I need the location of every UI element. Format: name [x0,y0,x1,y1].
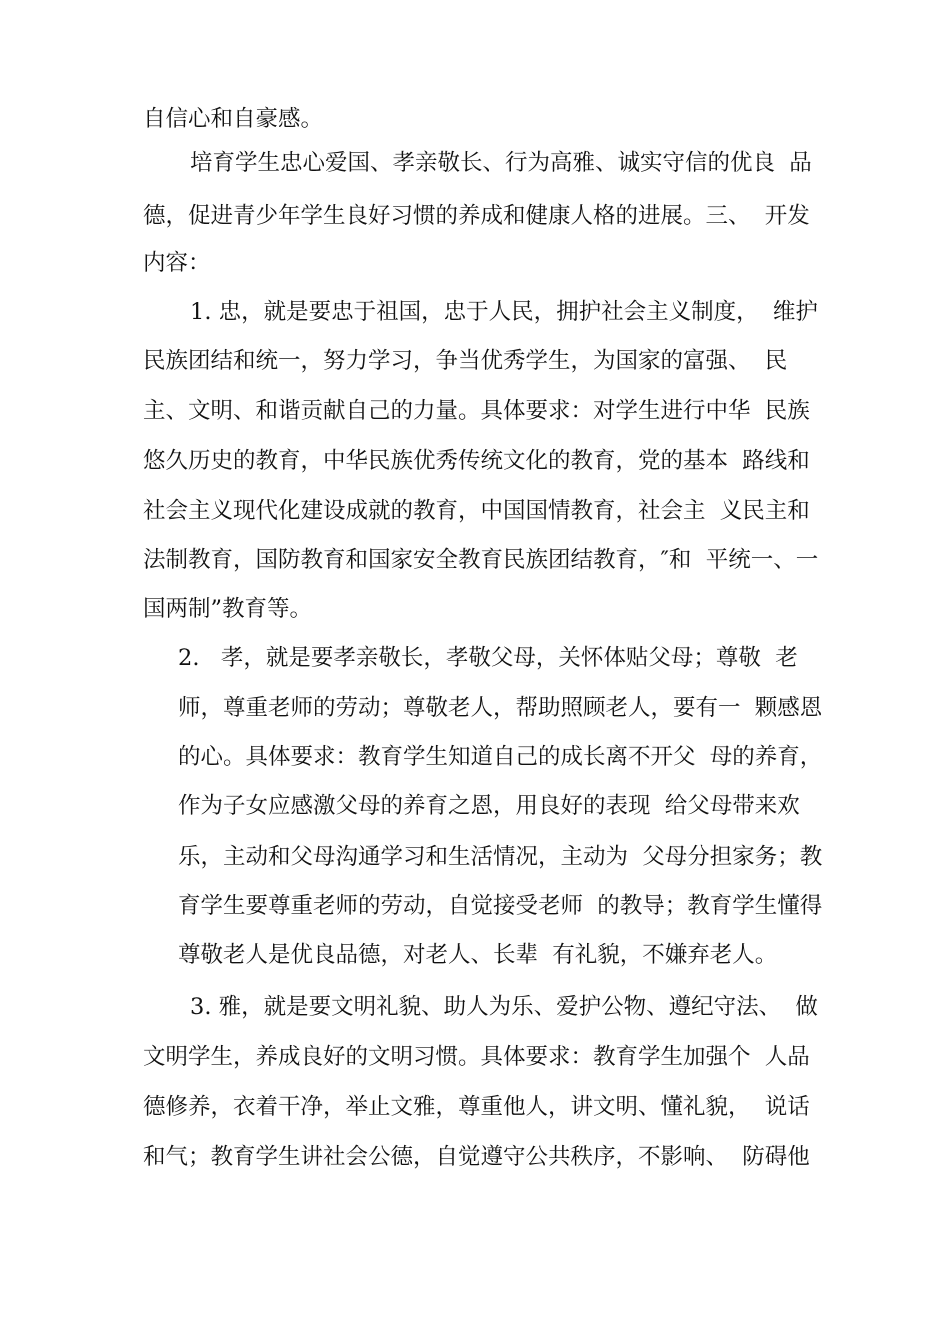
text-line: 德，促进青少年学生良好习惯的养成和健康人格的进展。三、 开发 [143,203,810,229]
text-line: 作为子女应感激父母的养育之恩，用良好的表现 给父母带来欢 [178,793,800,819]
text-line: 主、文明、和谐贡献自己的力量。具体要求：对学生进行中华 民族 [143,398,810,424]
text-line: 的心。具体要求：教育学生知道自己的成长离不开父 母的养育， [178,744,823,770]
text-line: 自信心和自豪感。 [143,106,324,132]
text-line: 3. 雅，就是要文明礼貌、助人为乐、爱护公物、遵纪守法、 做 [190,994,818,1020]
text-line: 培育学生忠心爱国、孝亲敬长、行为高雅、诚实守信的优良 品 [190,150,812,176]
text-line: 尊敬老人是优良品德，对老人、长辈 有礼貌，不嫌弃老人。 [178,942,778,968]
text-line: 育学生要尊重老师的劳动，自觉接受老师 的教导；教育学生懂得 [178,893,823,919]
text-line: 师，尊重老师的劳动；尊敬老人，帮助照顾老人，要有一 颗感恩 [178,695,823,721]
text-line: 文明学生，养成良好的文明习惯。具体要求：教育学生加强个 人品 [143,1044,810,1070]
text-line: 社会主义现代化建设成就的教育，中国国情教育，社会主 义民主和 [143,498,810,524]
text-line: 民族团结和统一，努力学习，争当优秀学生，为国家的富强、 民 [143,348,788,374]
text-line: 内容： [143,250,211,276]
text-line: 2. 孝，就是要孝亲敬长，孝敬父母，关怀体贴父母；尊敬 老 [178,645,798,671]
text-line: 和气；教育学生讲社会公德，自觉遵守公共秩序，不影响、 防碍他 [143,1144,810,1170]
text-line: 悠久历史的教育，中华民族优秀传统文化的教育，党的基本 路线和 [143,448,810,474]
text-line: 乐，主动和父母沟通学习和生活情况，主动为 父母分担家务；教 [178,844,823,870]
text-line: 1. 忠，就是要忠于祖国，忠于人民，拥护社会主义制度， 维护 [190,299,818,325]
text-line: 国两制”教育等。 [143,596,313,622]
text-line: 法制教育，国防教育和国家安全教育民族团结教育，″和 平统一、一 [143,547,819,573]
text-line: 德修养，衣着干净，举止文雅，尊重他人，讲文明、懂礼貌， 说话 [143,1094,810,1120]
